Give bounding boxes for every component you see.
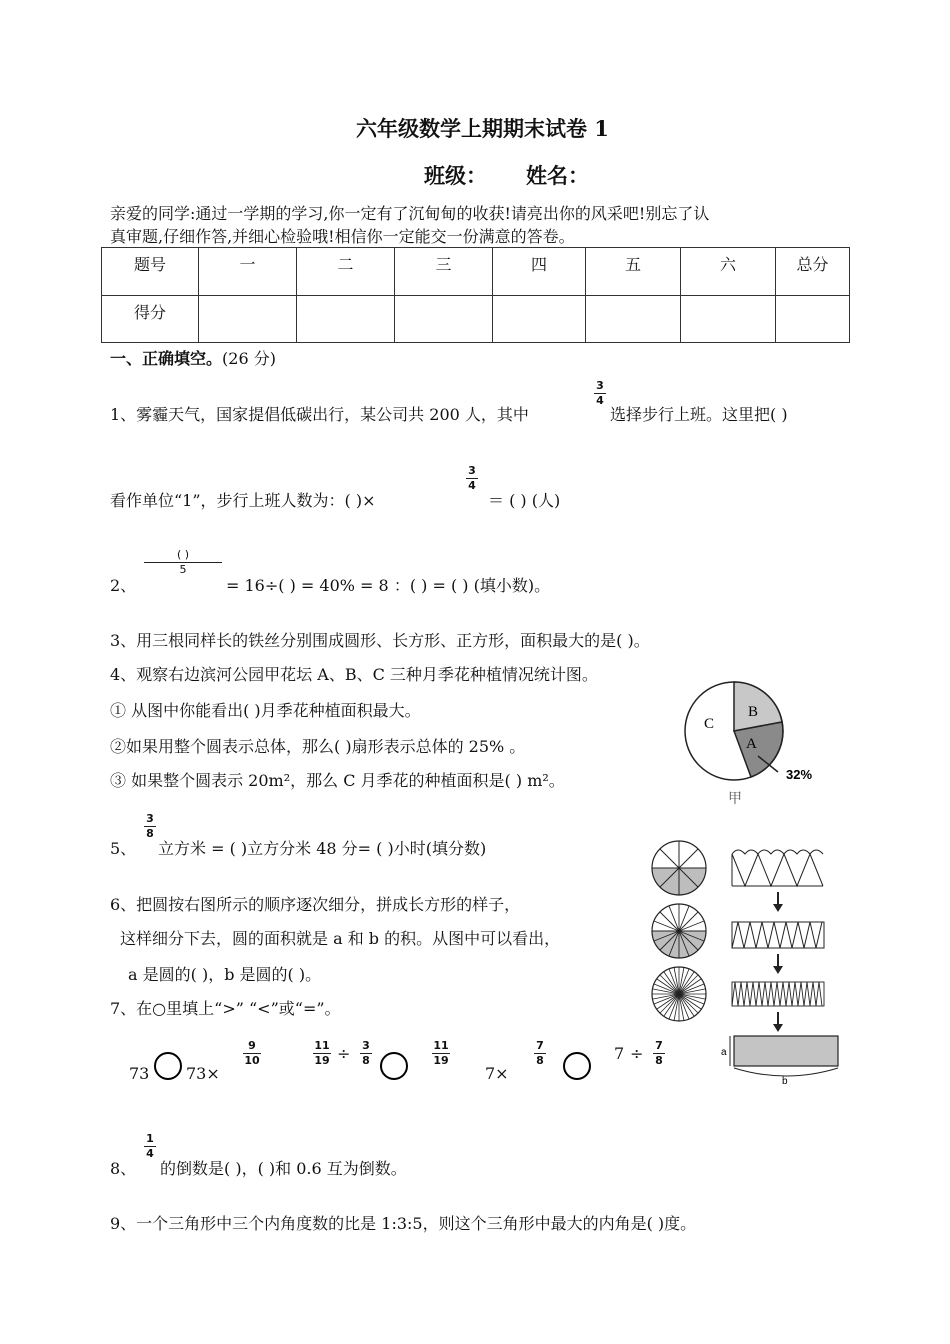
question-2-part-a: 2、 bbox=[110, 576, 137, 595]
fraction-1-4 bbox=[144, 1133, 156, 1160]
denominator: 8 bbox=[146, 827, 154, 840]
fraction-3-8 bbox=[144, 813, 156, 840]
circle-8-sectors bbox=[652, 841, 706, 895]
pie-label-b: B bbox=[748, 704, 759, 720]
numerator: 3 bbox=[596, 379, 604, 392]
question-5-part-b: 立方米 = ( )立方分米 48 分= ( )小时(填分数) bbox=[158, 839, 487, 858]
q7-value-73x: 73× bbox=[186, 1064, 220, 1083]
question-7: 7、在○里填上“>” “<”或“=”。 bbox=[110, 999, 341, 1018]
class-label: 班级： bbox=[424, 163, 487, 188]
question-4: 4、观察右边滨河公园甲花坛 A、B、C 三种月季花种植情况统计图。 bbox=[110, 665, 598, 684]
denominator: 19 bbox=[433, 1054, 449, 1067]
fraction-3-4 bbox=[466, 465, 478, 492]
section-1-heading bbox=[110, 346, 276, 369]
table-cell: 四 bbox=[493, 248, 586, 296]
denominator: 10 bbox=[244, 1054, 260, 1067]
question-8-part-a: 8、 bbox=[110, 1159, 137, 1178]
pie-label-c: C bbox=[704, 716, 715, 732]
score-cell[interactable] bbox=[776, 295, 850, 343]
fraction-blank-over-5 bbox=[144, 549, 222, 576]
score-cell[interactable] bbox=[681, 295, 776, 343]
question-9: 9、一个三角形中三个内角度数的比是 1:3:5，则这个三角形中最大的内角是( )度。 bbox=[110, 1214, 697, 1233]
section-1-points: (26 分) bbox=[222, 349, 276, 368]
denominator: 4 bbox=[596, 394, 604, 407]
compare-circle-3[interactable] bbox=[563, 1052, 591, 1080]
down-arrow bbox=[773, 892, 783, 912]
numerator: 7 bbox=[655, 1039, 663, 1052]
label-a: a bbox=[721, 1047, 727, 1058]
rearranged-strip-16 bbox=[732, 922, 824, 948]
fraction-3-8 bbox=[360, 1040, 372, 1067]
pie-chart-figure bbox=[676, 676, 836, 816]
down-arrow bbox=[773, 954, 783, 974]
denominator: 8 bbox=[362, 1054, 370, 1067]
score-cell[interactable] bbox=[297, 295, 395, 343]
circle-16-sectors bbox=[652, 904, 706, 958]
question-6-line-2: 这样细分下去，圆的面积就是 a 和 b 的积。从图中可以看出， bbox=[120, 929, 561, 948]
final-rectangle bbox=[721, 1036, 838, 1084]
fraction-9-10 bbox=[243, 1040, 261, 1067]
table-cell: 总分 bbox=[776, 248, 850, 296]
denominator: 19 bbox=[314, 1054, 330, 1067]
circle-32-sectors bbox=[652, 967, 706, 1021]
q7-value-73: 73 bbox=[129, 1064, 150, 1083]
pie-label-a: A bbox=[746, 736, 757, 752]
compare-circle-2[interactable] bbox=[380, 1052, 408, 1080]
question-5-part-a: 5、 bbox=[110, 839, 137, 858]
question-8-part-b: 的倒数是( )，( )和 0.6 互为倒数。 bbox=[160, 1159, 407, 1178]
numerator: 7 bbox=[536, 1039, 544, 1052]
numerator: 11 bbox=[433, 1039, 449, 1052]
rearranged-strip-32 bbox=[732, 982, 824, 1006]
score-cell[interactable] bbox=[395, 295, 493, 343]
question-4-1: ① 从图中你能看出( )月季花种植面积最大。 bbox=[110, 701, 421, 720]
score-table-score-row bbox=[102, 295, 850, 343]
rearranged-strip-8 bbox=[732, 850, 823, 886]
question-1-part-d: ＝ ( ) (人) bbox=[488, 491, 561, 510]
question-1-part-c: 看作单位“1”，步行上班人数为：( )× bbox=[110, 491, 376, 510]
score-cell[interactable] bbox=[199, 295, 297, 343]
score-cell[interactable] bbox=[493, 295, 586, 343]
numerator: 3 bbox=[362, 1039, 370, 1052]
q7-value-7x: 7× bbox=[485, 1064, 509, 1083]
denominator: 8 bbox=[655, 1054, 663, 1067]
section-1-title: 一、正确填空。 bbox=[110, 349, 223, 368]
table-cell: 题号 bbox=[102, 248, 199, 296]
score-cell[interactable] bbox=[586, 295, 681, 343]
table-cell: 得分 bbox=[102, 295, 199, 343]
table-cell: 三 bbox=[395, 248, 493, 296]
numerator: 11 bbox=[314, 1039, 330, 1052]
question-4-3: ③ 如果整个圆表示 20m²，那么 C 月季花的种植面积是( ) m²。 bbox=[110, 771, 565, 790]
compare-circle-1[interactable] bbox=[154, 1052, 182, 1080]
numerator: 1 bbox=[146, 1132, 154, 1145]
table-cell: 六 bbox=[681, 248, 776, 296]
table-cell: 二 bbox=[297, 248, 395, 296]
denominator: 5 bbox=[179, 563, 187, 576]
numerator: 9 bbox=[248, 1039, 256, 1052]
intro-line-1: 亲爱的同学:通过一学期的学习,你一定有了沉甸甸的收获!请亮出你的风采吧!别忘了认 bbox=[110, 204, 710, 223]
name-label: 姓名： bbox=[526, 163, 589, 188]
pie-caption: 甲 bbox=[728, 792, 742, 807]
q7-value-7: 7 bbox=[614, 1044, 625, 1063]
table-cell: 五 bbox=[586, 248, 681, 296]
fraction-11-19 bbox=[432, 1040, 450, 1067]
question-2-part-b: = 16÷( ) = 40% = 8 ：( ) = ( ) (填小数)。 bbox=[226, 576, 551, 595]
question-6-line-3: a 是圆的( )，b 是圆的( )。 bbox=[128, 965, 322, 984]
score-table-header-row bbox=[102, 248, 850, 296]
label-b: b bbox=[782, 1076, 788, 1084]
question-6-line-1: 6、把圆按右图所示的顺序逐次细分，拼成长方形的样子， bbox=[110, 895, 521, 914]
fraction-7-8 bbox=[653, 1040, 665, 1067]
fraction-7-8 bbox=[534, 1040, 546, 1067]
numerator: ( ) bbox=[176, 548, 190, 561]
division-sign: ÷ bbox=[337, 1044, 351, 1063]
fraction-11-19 bbox=[313, 1040, 331, 1067]
intro-line-2: 真审题,仔细作答,并细心检验哦!相信你一定能交一份满意的答卷。 bbox=[110, 227, 575, 246]
denominator: 4 bbox=[146, 1147, 154, 1160]
denominator: 4 bbox=[468, 479, 476, 492]
circle-subdivision-figure bbox=[648, 840, 848, 1084]
pie-percent-label: 32% bbox=[786, 767, 813, 782]
question-1-part-b: 选择步行上班。这里把( ) bbox=[610, 405, 788, 424]
question-4-2: ②如果用整个圆表示总体，那么( )扇形表示总体的 25% 。 bbox=[110, 737, 526, 756]
page-title: 六年级数学上期期末试卷 1 bbox=[356, 116, 609, 141]
question-1-part-a: 1、雾霾天气，国家提倡低碳出行，某公司共 200 人，其中 bbox=[110, 405, 529, 424]
denominator: 8 bbox=[536, 1054, 544, 1067]
score-table bbox=[101, 247, 850, 343]
down-arrow bbox=[773, 1012, 783, 1032]
question-3: 3、用三根同样长的铁丝分别围成圆形、长方形、正方形，面积最大的是( )。 bbox=[110, 631, 650, 650]
fraction-3-4 bbox=[594, 380, 606, 407]
division-sign: ÷ bbox=[630, 1044, 644, 1063]
numerator: 3 bbox=[146, 812, 154, 825]
table-cell: 一 bbox=[199, 248, 297, 296]
numerator: 3 bbox=[468, 464, 476, 477]
